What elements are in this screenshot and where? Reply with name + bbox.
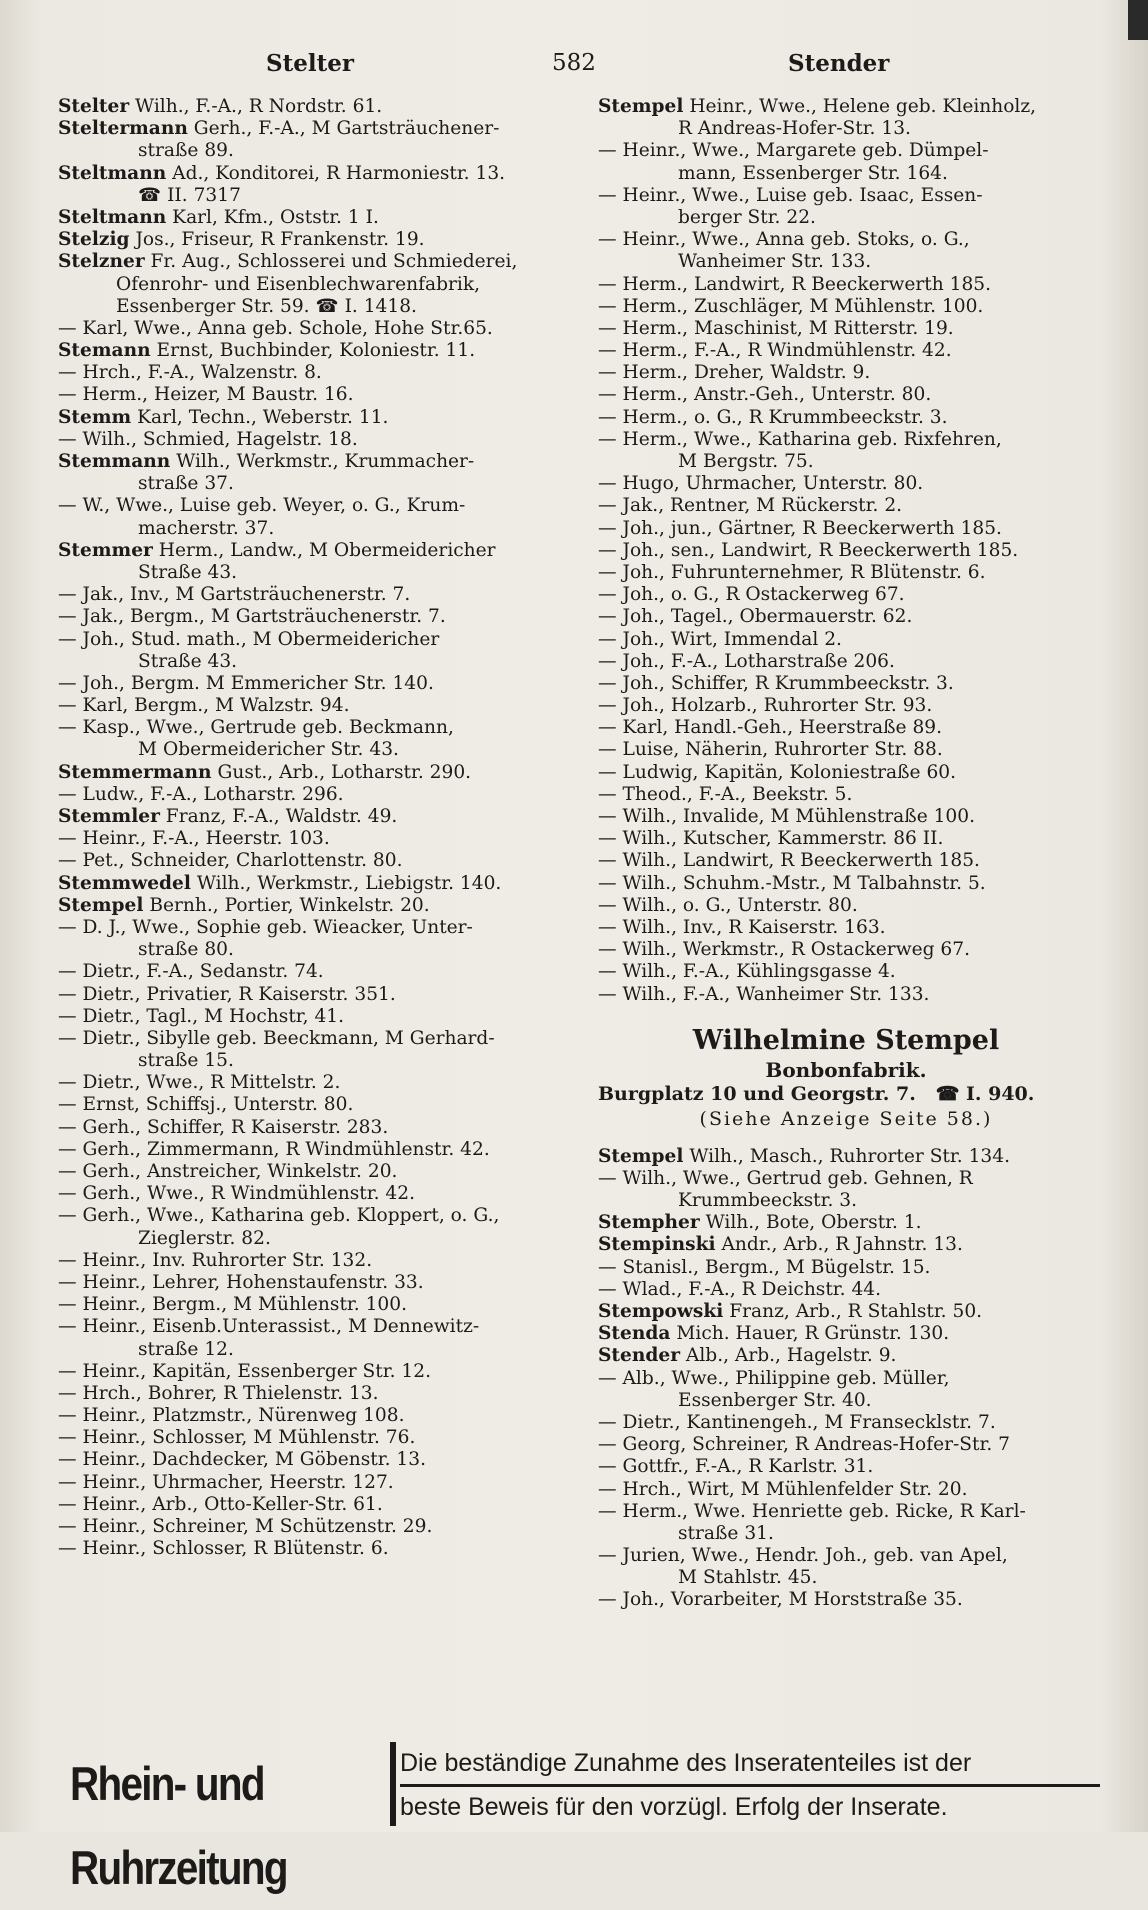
left-column: [58, 96, 558, 1560]
directory-entry-line: straße 80.: [138, 939, 234, 961]
directory-entry-line: Stemann Ernst, Buchbinder, Koloniestr. 11.: [58, 340, 476, 362]
directory-entry-line: — Wilh., F.-A., Kühlingsgasse 4.: [598, 961, 896, 983]
directory-entry-line: macherstr. 37.: [138, 517, 275, 539]
directory-entry-line: — Jak., Inv., M Gartsträuchenerstr. 7.: [58, 584, 411, 606]
directory-entry-line: — Joh., o. G., R Ostackerweg 67.: [598, 584, 905, 606]
directory-entry-line: — Herm., Anstr.-Geh., Unterstr. 80.: [598, 384, 932, 406]
directory-entry-line: — Gerh., Wwe., Katharina geb. Kloppert, o. G.,: [58, 1205, 500, 1227]
directory-entry-line: Steltermann Gerh., F.-A., M Gartsträuchener-: [58, 118, 500, 140]
directory-entry-line: — Dietr., F.-A., Sedanstr. 74.: [58, 961, 324, 983]
directory-entry-line: — Joh., Bergm. M Emmericher Str. 140.: [58, 672, 434, 694]
footer-slogan-line-1: Die beständige Zunahme des Inseratenteiles ist der: [400, 1742, 1100, 1787]
directory-entry-line: ☎ II. 7317: [138, 184, 241, 206]
directory-entry-line: — Dietr., Tagl., M Hochstr, 41.: [58, 1005, 345, 1027]
directory-entry-line: — Heinr., Schlosser, R Blütenstr. 6.: [58, 1538, 389, 1560]
footer-divider: [390, 1742, 396, 1826]
directory-entry-line: — Joh., Holzarb., Ruhrorter Str. 93.: [598, 695, 933, 717]
directory-entry-line: — W., Wwe., Luise geb. Weyer, o. G., Krum-: [58, 495, 466, 517]
directory-entry-line: — Hugo, Uhrmacher, Unterstr. 80.: [598, 473, 924, 495]
directory-entry-line: M Obermeidericher Str. 43.: [138, 739, 399, 761]
footer-slogan: [400, 1742, 1100, 1826]
ad-address: Burgplatz 10 und Georgstr. 7.: [598, 1082, 916, 1105]
directory-entry-line: — Hrch., Wirt, M Mühlenfelder Str. 20.: [598, 1478, 968, 1500]
header-left-keyword: Stelter: [266, 50, 354, 77]
directory-entry-line: Stender Alb., Arb., Hagelstr. 9.: [598, 1345, 897, 1367]
footer-slogan-line-2: beste Beweis für den vorzügl. Erfolg der Inserate.: [400, 1793, 948, 1821]
directory-entry-line: — Ludwig, Kapitän, Koloniestraße 60.: [598, 761, 957, 783]
directory-entry-line: — Wlad., F.-A., R Deichstr. 44.: [598, 1278, 882, 1300]
directory-entry-line: — Heinr., F.-A., Heerstr. 103.: [58, 828, 330, 850]
ad-address-line: [598, 1082, 1094, 1107]
directory-entry-line: — Dietr., Wwe., R Mittelstr. 2.: [58, 1072, 341, 1094]
directory-entry-line: — Joh., F.-A., Lotharstraße 206.: [598, 650, 895, 672]
directory-entry-line: — Herm., Zuschläger, M Mühlenstr. 100.: [598, 295, 984, 317]
directory-entry-line: M Bergstr. 75.: [678, 451, 814, 472]
directory-entry-line: — Herm., Wwe. Henriette geb. Ricke, R Karl-: [598, 1500, 1026, 1522]
directory-entry-line: straße 31.: [678, 1522, 774, 1544]
directory-entry-line: — Heinr., Dachdecker, M Göbenstr. 13.: [58, 1449, 426, 1471]
directory-entry-line: — Gerh., Wwe., R Windmühlenstr. 42.: [58, 1183, 415, 1205]
directory-entry-line: — Wilh., Landwirt, R Beeckerwerth 185.: [598, 850, 980, 872]
directory-entry-line: Stemmermann Gust., Arb., Lotharstr. 290.: [58, 761, 472, 783]
ad-subtitle: Bonbonfabrik.: [765, 1057, 927, 1082]
directory-entry-line: — Wilh., F.-A., Wanheimer Str. 133.: [598, 983, 930, 1005]
directory-entry-line: straße 12.: [138, 1338, 234, 1360]
directory-entry-line: Zieglerstr. 82.: [138, 1227, 271, 1249]
ad-phone: ☎ I. 940.: [935, 1082, 1035, 1105]
directory-entry-line: — Joh., Schiffer, R Krummbeeckstr. 3.: [598, 672, 954, 694]
directory-entry-line: Stenda Mich. Hauer, R Grünstr. 130.: [598, 1323, 950, 1345]
directory-entry-line: — Herm., F.-A., R Windmühlenstr. 42.: [598, 340, 952, 362]
footer-brand: Rhein- und Ruhrzeitung: [70, 1757, 287, 1894]
directory-entry-line: — Heinr., Schlosser, M Mühlenstr. 76.: [58, 1427, 416, 1449]
directory-entry-line: Wanheimer Str. 133.: [678, 251, 872, 273]
directory-entry-line: — Georg, Schreiner, R Andreas-Hofer-Str. 7: [598, 1434, 1010, 1456]
directory-entry-line: — Theod., F.-A., Beekstr. 5.: [598, 783, 853, 805]
directory-entry-line: — Joh., Vorarbeiter, M Horststraße 35.: [598, 1589, 963, 1611]
directory-entry-line: — Stanisl., Bergm., M Bügelstr. 15.: [598, 1256, 931, 1278]
directory-entry-line: Stempel Wilh., Masch., Ruhrorter Str. 134.: [598, 1145, 1010, 1167]
directory-entry-line: — Herm., o. G., R Krummbeeckstr. 3.: [598, 406, 948, 428]
directory-entry-line: — Dietr., Sibylle geb. Beeckmann, M Gerhard-: [58, 1027, 495, 1049]
directory-entry-line: — Kasp., Wwe., Gertrude geb. Beckmann,: [58, 717, 454, 739]
directory-entry-line: — Karl, Wwe., Anna geb. Schole, Hohe Str.65.: [58, 317, 493, 339]
directory-entry-line: Krummbeeckstr. 3.: [678, 1190, 858, 1212]
directory-entry-line: Steltmann Karl, Kfm., Oststr. 1 I.: [58, 206, 379, 228]
directory-entry-line: — Heinr., Uhrmacher, Heerstr. 127.: [58, 1471, 394, 1493]
header-right-keyword: Stender: [788, 50, 890, 77]
directory-entry-line: Stempel Heinr., Wwe., Helene geb. Kleinholz,: [598, 96, 1037, 117]
directory-entry-line: — Joh., Tagel., Obermauerstr. 62.: [598, 606, 913, 628]
directory-entry-line: — Alb., Wwe., Philippine geb. Müller,: [598, 1367, 950, 1389]
directory-entry-line: — Jak., Rentner, M Rückerstr. 2.: [598, 495, 903, 517]
directory-entry-line: straße 89.: [138, 140, 234, 162]
directory-entry-line: — Wilh., Inv., R Kaiserstr. 163.: [598, 916, 886, 938]
directory-entry-line: — Wilh., Schuhm.-Mstr., M Talbahnstr. 5.: [598, 872, 986, 894]
directory-entry-line: Stelzner Fr. Aug., Schlosserei und Schmiederei,: [58, 251, 518, 273]
directory-entry-line: — Luise, Näherin, Ruhrorter Str. 88.: [598, 739, 943, 761]
directory-entry-line: — Karl, Handl.-Geh., Heerstraße 89.: [598, 717, 943, 739]
directory-entry-line: — Herm., Maschinist, M Ritterstr. 19.: [598, 317, 954, 339]
directory-entry-line: Steltmann Ad., Konditorei, R Harmoniestr. 13.: [58, 162, 506, 184]
directory-entry-line: — Jurien, Wwe., Hendr. Joh., geb. van Apel,: [598, 1545, 1008, 1567]
directory-entry-line: straße 15.: [138, 1050, 234, 1072]
directory-entry-line: Stemm Karl, Techn., Weberstr. 11.: [58, 406, 389, 428]
directory-entry-line: Essenberger Str. 40.: [678, 1389, 872, 1411]
directory-entry-line: — Dietr., Privatier, R Kaiserstr. 351.: [58, 983, 396, 1005]
directory-entry-line: straße 37.: [138, 473, 234, 495]
directory-entry-line: — Joh., Wirt, Immendal 2.: [598, 628, 842, 650]
page-number: 582: [552, 50, 596, 76]
directory-entry-line: — Gottfr., F.-A., R Karlstr. 31.: [598, 1456, 874, 1478]
directory-entry-line: — Heinr., Lehrer, Hohenstaufenstr. 33.: [58, 1271, 424, 1293]
directory-entry-line: — Joh., Fuhrunternehmer, R Blütenstr. 6.: [598, 561, 986, 583]
directory-entry-line: — Heinr., Kapitän, Essenberger Str. 12.: [58, 1360, 431, 1382]
directory-entry-line: — Wilh., Wwe., Gertrud geb. Gehnen, R: [598, 1167, 973, 1189]
directory-entry-line: — Joh., jun., Gärtner, R Beeckerwerth 185.: [598, 517, 1002, 539]
directory-entry-line: Stemmer Herm., Landw., M Obermeidericher: [58, 539, 496, 561]
directory-entry-line: — Herm., Landwirt, R Beeckerwerth 185.: [598, 273, 992, 295]
directory-entry-line: Stempowski Franz, Arb., R Stahlstr. 50.: [598, 1301, 983, 1322]
directory-entry-line: — Herm., Wwe., Katharina geb. Rixfehren,: [598, 428, 1002, 450]
directory-entry-line: Straße 43.: [138, 650, 238, 672]
directory-entry-line: berger Str. 22.: [678, 206, 816, 228]
directory-entry-line: — Pet., Schneider, Charlottenstr. 80.: [58, 850, 403, 872]
footer-advertisement: [70, 1742, 1100, 1894]
directory-entry-line: — Hrch., F.-A., Walzenstr. 8.: [58, 362, 322, 384]
directory-entry-line: — Wilh., Werkmstr., R Ostackerweg 67.: [598, 939, 970, 961]
directory-entry-line: — Hrch., Bohrer, R Thielenstr. 13.: [58, 1382, 379, 1404]
directory-entry-line: Stemmler Franz, F.-A., Waldstr. 49.: [58, 806, 398, 827]
directory-entry-line: — Heinr., Arb., Otto-Keller-Str. 61.: [58, 1493, 383, 1515]
directory-entry-line: — Gerh., Zimmermann, R Windmühlenstr. 42.: [58, 1138, 490, 1160]
directory-entry-line: — Joh., sen., Landwirt, R Beeckerwerth 185.: [598, 539, 1019, 561]
directory-entry-line: — Ernst, Schiffsj., Unterstr. 80.: [58, 1094, 354, 1116]
directory-entry-line: — Herm., Heizer, M Baustr. 16.: [58, 384, 354, 406]
directory-entry-line: — Heinr., Platzmstr., Nürenweg 108.: [58, 1405, 405, 1427]
directory-entry-line: — Heinr., Wwe., Anna geb. Stoks, o. G.,: [598, 229, 970, 251]
advertisement-box: [598, 1024, 1094, 1132]
directory-entry-line: Stemmwedel Wilh., Werkmstr., Liebigstr. 140.: [58, 872, 502, 894]
right-column: [598, 96, 1094, 1612]
directory-entry-line: — Wilh., o. G., Unterstr. 80.: [598, 894, 858, 916]
directory-entry-line: Straße 43.: [138, 561, 238, 583]
directory-entry-line: — Dietr., Kantinengeh., M Fransecklstr. 7.: [598, 1411, 996, 1433]
directory-entry-line: — Wilh., Invalide, M Mühlenstraße 100.: [598, 806, 976, 827]
directory-entry-line: M Stahlstr. 45.: [678, 1567, 818, 1589]
directory-entry-line: Ofenrohr- und Eisenblechwarenfabrik,: [116, 273, 481, 295]
directory-entry-line: — Gerh., Anstreicher, Winkelstr. 20.: [58, 1161, 398, 1182]
directory-entry-line: — Wilh., Kutscher, Kammerstr. 86 II.: [598, 828, 944, 850]
directory-entry-line: Stemmann Wilh., Werkmstr., Krummacher-: [58, 451, 475, 472]
directory-entry-line: — Gerh., Schiffer, R Kaiserstr. 283.: [58, 1116, 389, 1138]
directory-entry-line: Stempel Bernh., Portier, Winkelstr. 20.: [58, 894, 430, 916]
directory-entry-line: — Heinr., Schreiner, M Schützenstr. 29.: [58, 1516, 433, 1537]
directory-entry-line: — Heinr., Eisenb.Unterassist., M Dennewitz-: [58, 1316, 480, 1338]
page-edge-mark: [1128, 0, 1148, 40]
directory-entry-line: — Heinr., Wwe., Margarete geb. Dümpel-: [598, 140, 989, 162]
directory-entry-line: — Herm., Dreher, Waldstr. 9.: [598, 362, 871, 384]
directory-entry-line: mann, Essenberger Str. 164.: [678, 162, 948, 184]
directory-entry-line: Stempinski Andr., Arb., R Jahnstr. 13.: [598, 1234, 963, 1256]
directory-entry-line: — Ludw., F.-A., Lotharstr. 296.: [58, 783, 344, 805]
ad-note: (Siehe Anzeige Seite 58.): [699, 1107, 993, 1130]
directory-entry-line: — D. J., Wwe., Sophie geb. Wieacker, Unter-: [58, 916, 473, 938]
directory-entry-line: Stelter Wilh., F.-A., R Nordstr. 61.: [58, 96, 383, 117]
directory-entry-line: — Heinr., Bergm., M Mühlenstr. 100.: [58, 1294, 407, 1316]
directory-entry-line: — Heinr., Inv. Ruhrorter Str. 132.: [58, 1249, 373, 1271]
directory-entry-line: — Joh., Stud. math., M Obermeidericher: [58, 628, 440, 650]
page-header: [70, 50, 1090, 86]
right-column-entries-top: [598, 96, 1094, 1006]
ad-title: Wilhelmine Stempel: [692, 1024, 1000, 1056]
directory-entry-line: Stelzig Jos., Friseur, R Frankenstr. 19.: [58, 229, 425, 251]
directory-entry-line: R Andreas-Hofer-Str. 13.: [678, 118, 911, 140]
directory-entry-line: — Karl, Bergm., M Walzstr. 94.: [58, 695, 350, 717]
directory-entry-line: — Jak., Bergm., M Gartsträuchenerstr. 7.: [58, 606, 446, 628]
directory-entry-line: Essenberger Str. 59. ☎ I. 1418.: [116, 295, 417, 317]
right-column-entries-bottom: [598, 1146, 1094, 1612]
directory-entry-line: — Heinr., Wwe., Luise geb. Isaac, Essen-: [598, 184, 983, 206]
directory-entry-line: Stempher Wilh., Bote, Oberstr. 1.: [598, 1212, 922, 1234]
directory-entry-line: — Wilh., Schmied, Hagelstr. 18.: [58, 428, 358, 450]
